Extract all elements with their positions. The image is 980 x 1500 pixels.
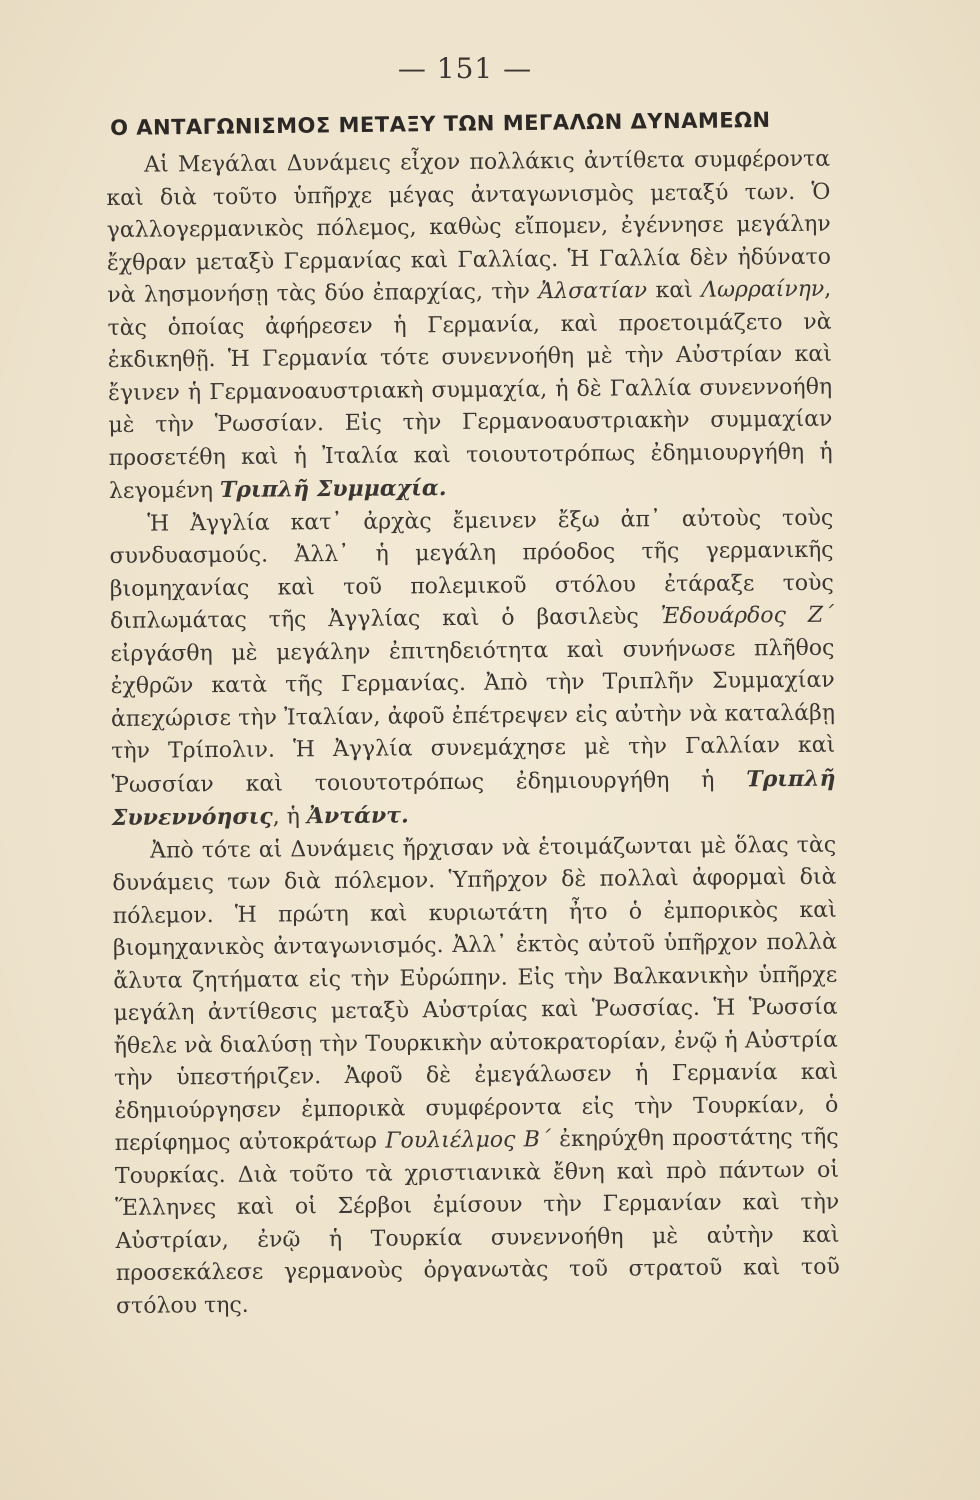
paragraph-3-text-a: Ἀπὸ τότε αἱ Δυνάμεις ἤρχισαν νὰ ἑτοιμάζωνται μὲ ὅλας τὰς δυνάμεις των διὰ πόλεμον. Ὑπῆρχον δὲ πολλαὶ ἀφορμαὶ διὰ πόλεμον. Ἡ πρώτη καὶ κυριωτάτη ἦτο ὁ ἐμπορικὸς καὶ βιομηχανικὸς ἀνταγωνισμός. Ἀλλ᾽ ἐκτὸς αὐτοῦ ὑπῆρχον πολλὰ ἄλυτα ζητήματα εἰς τὴν Εὐρώπην. Εἰς τὴν Βαλκανικὴν ὑπῆρχε μεγάλη ἀντίθεσις μεταξὺ Αὐστρίας καὶ Ῥωσσίας. Ἡ Ῥωσσία ἤθελε νὰ διαλύσῃ τὴν Τουρκικὴν αὐτοκρατορίαν, ἐνῷ ἡ Αὐστρία τὴν ὑπεστήριζεν. Ἀφοῦ δὲ ἐμεγάλωσεν ἡ Γερμανία καὶ ἐδημιούργησεν ἐμπορικὰ συμφέροντα εἰς τὴν Τουρκίαν, ὁ περίφημος αὐτοκράτωρ bbox=[112, 832, 839, 1156]
paragraph-2-text-a: Ἡ Ἀγγλία κατ᾽ ἀρχὰς ἔμεινεν ἔξω ἀπ᾽ αὐτοὺς τοὺς συνδυασμούς. Ἀλλ᾽ ἡ μεγάλη πρόοδος τῆς γερμανικῆς βιομηχανίας καὶ τοῦ πολεμικοῦ στόλου ἐτάραξε τοὺς διπλωμάτας τῆς Ἀγγλίας καὶ ὁ βασιλεὺς bbox=[109, 505, 834, 634]
paragraph-2 bbox=[109, 502, 836, 835]
section-heading: Ο ΑΝΤΑΓΩΝΙΣΜΟΣ ΜΕΤΑΞΥ ΤΩΝ ΜΕΓΑΛΩΝ ΔΥΝΑΜΕΩΝ bbox=[110, 107, 771, 140]
body-text bbox=[106, 144, 840, 1323]
paragraph-2-text-c: , ἡ bbox=[272, 804, 308, 830]
page-number: — 151 — bbox=[397, 52, 533, 85]
term-triple-alliance: Τριπλῆ Συμμαχία. bbox=[219, 475, 447, 504]
term-entente: Ἀντάντ. bbox=[306, 802, 409, 830]
paragraph-3-text-b: ἐκηρύχθη προστάτης τῆς Τουρκίας. Διὰ τοῦτο τὰ χριστιανικὰ ἔθνη καὶ πρὸ πάντων οἱ Ἕλληνες καὶ οἱ Σέρβοι ἐμίσουν τὴν Γερμανίαν καὶ τὴν Αὐστρίαν, ἐνῷ ἡ Τουρκία συνεννοήθη μὲ αὐτὴν καὶ προσεκάλεσε γερμανοὺς ὀργανωτὰς τοῦ στρατοῦ καὶ τοῦ στόλου της. bbox=[114, 1124, 840, 1319]
paragraph-1-text-b: καὶ bbox=[647, 277, 702, 304]
paragraph-1-text-c: , τὰς ὁποίας ἀφήρεσεν ἡ Γερμανία, καὶ προετοιμάζετο νὰ ἐκδικηθῇ. Ἡ Γερμανία τότε συνεννοήθη μὲ τὴν Αὐστρίαν καὶ ἔγινεν ἡ Γερμανοαυστριακὴ συμμαχία, ἡ δὲ Γαλλία συνεννοήθη μὲ τὴν Ῥωσσίαν. Εἰς τὴν Γερμανοαυστριακὴν συμμαχίαν προσετέθη καὶ ἡ Ἰταλία καὶ τοιουτοτρόπως ἐδημιουργήθη ἡ λεγομένη bbox=[107, 276, 833, 504]
term-wilhelm: Γουλιέλμος Β΄ bbox=[385, 1127, 552, 1154]
paragraph-2-text-b: εἰργάσθη μὲ μεγάλην ἐπιτηδειότητα καὶ συνήνωσε πλῆθος ἐχθρῶν κατὰ τῆς Γερμανίας. Ἀπὸ τὴν Τριπλῆν Συμμαχίαν ἀπεχώρισε τὴν Ἰταλίαν, ἀφοῦ ἐπέτρεψεν εἰς αὐτὴν νὰ καταλάβῃ τὴν Τρίπολιν. Ἡ Ἀγγλία συνεμάχησε μὲ τὴν Γαλλίαν καὶ Ῥωσσίαν καὶ τοιουτοτρόπως ἐδημιουργήθη ἡ bbox=[110, 635, 836, 798]
paragraph-1 bbox=[106, 144, 833, 509]
paragraph-3 bbox=[112, 829, 840, 1323]
paragraph-1-text-a: Αἱ Μεγάλαι Δυνάμεις εἶχον πολλάκις ἀντίθετα συμφέροντα καὶ διὰ τοῦτο ὑπῆρχε μέγας ἀνταγωνισμὸς μεταξύ των. Ὁ γαλλογερμανικὸς πόλεμος, καθὼς εἴπομεν, ἐγέννησε μεγάλην ἔχθραν μεταξὺ Γερμανίας καὶ Γαλλίας. Ἡ Γαλλία δὲν ἠδύνατο νὰ λησμονήσῃ τὰς δύο ἐπαρχίας, τὴν bbox=[106, 146, 832, 308]
term-lorraine: Λωρραίνην bbox=[701, 276, 825, 303]
term-alsace: Ἀλσατίαν bbox=[538, 278, 648, 305]
term-triple-entente: Τριπλῆ Συνεννόησις bbox=[111, 765, 836, 831]
term-edward: Ἐδουάρδος Ζ΄ bbox=[660, 602, 835, 630]
